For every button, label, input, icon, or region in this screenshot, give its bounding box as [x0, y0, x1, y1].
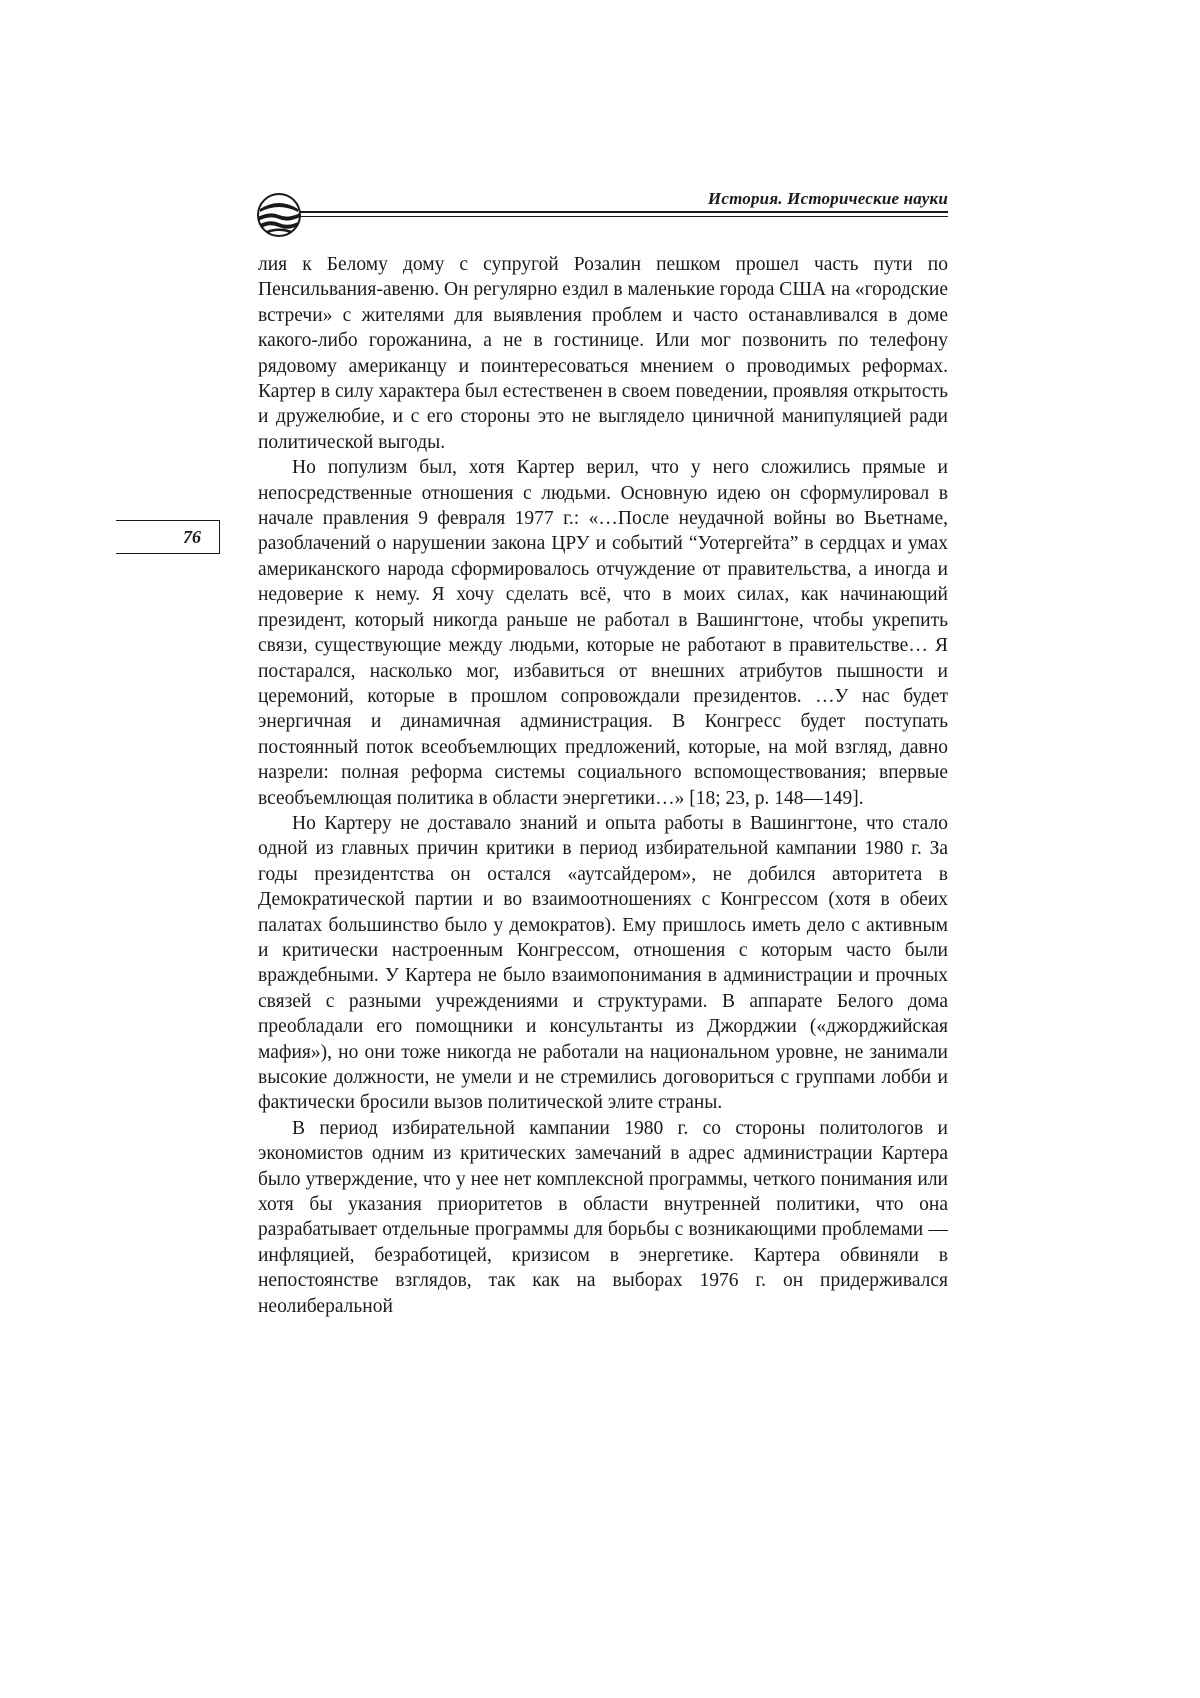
paragraph-2: Но популизм был, хотя Картер верил, что у него сложились прямые и непосредственные отношения с людьми. Основную идею он сформулировал в начале правления 9 февраля 1977 г.: «…После неудачной войны во Вьетнаме, разоблачений о нарушении закона ЦРУ и событий “Уотергейта” в сердцах и умах американского народа сформировалось отчуждение от правительства, а иногда и недоверие к нему. Я хочу сделать всё, что в моих силах, как начинающий президент, который никогда раньше не работал в Вашингтоне, чтобы укрепить связи, существующие между людьми, которые не работают в правительстве… Я постарался, насколько мог, избавиться от внешних атрибутов пышности и церемоний, которые в прошлом сопровождали президентов. …У нас будет энергичная и динамичная администрация. В Конгресс будет поступать постоянный поток всеобъемлющих предложений, которые, на мой взгляд, давно назрели: полная реформа системы социального вспомоществования; впервые всеобъемлющая политика в области энергетики…» [18; 23, p. 148—149]. [258, 457, 948, 809]
paragraph-1: лия к Белому дому с супругой Розалин пешком прошел часть пути по Пенсильвания-авеню. Он регулярно ездил в маленькие города США на «городские встречи» с жителями для выявления проблем и часто останавливался в доме какого-либо горожанина, а не в гостинице. Или мог позвонить по телефону рядовому американцу и поинтересоваться мнением о проводимых реформах. Картер в силу характера был естественен в своем поведении, проявляя открытость и дружелюбие, и с его стороны это не выглядело циничной манипуляцией ради политической выгоды. [258, 254, 949, 453]
page-number-box [116, 520, 220, 554]
page-number: 76 [183, 527, 201, 547]
body-text [258, 252, 948, 1319]
paragraph-4: В период избирательной кампании 1980 г. со стороны политологов и экономистов одним из критических замечаний в адрес администрации Картера было утверждение, что у нее нет комплексной программы, четкого понимания или хотя бы указания приоритетов в области внутренней политики, что она разрабатывает отдельные программы для борьбы с возникающими проблемами — инфляцией, безработицей, кризисом в энергетике. Картера обвиняли в непостоянстве взглядов, так как на выборах 1976 г. он придерживался неолиберальной [258, 1117, 948, 1317]
running-header-title: История. Исторические науки [707, 189, 948, 208]
header-rule [300, 211, 948, 217]
paragraph-3: Но Картеру не доставало знаний и опыта работы в Вашингтоне, что стало одной из главных причин критики в период избирательной кампании 1980 г. За годы президентства он остался «аутсайдером», не добился авторитета в Демократической партии и во взаимоотношениях с Конгрессом (хотя в обеих палатах большинство было у демократов). Ему пришлось иметь дело с активным и критически настроенным Конгрессом, отношения с которым часто были враждебными. У Картера не было взаимопонимания в администрации и прочных связей с разными учреждениями и структурами. В аппарате Белого дома преобладали его помощники и консультанты из Джорджии («джорджийская мафия»), но они тоже никогда не работали на национальном уровне, не занимали высокие должности, не умели и не стремились договориться с группами лобби и фактически бросили вызов политической элите страны. [258, 812, 948, 1114]
wave-globe-icon [256, 192, 302, 238]
